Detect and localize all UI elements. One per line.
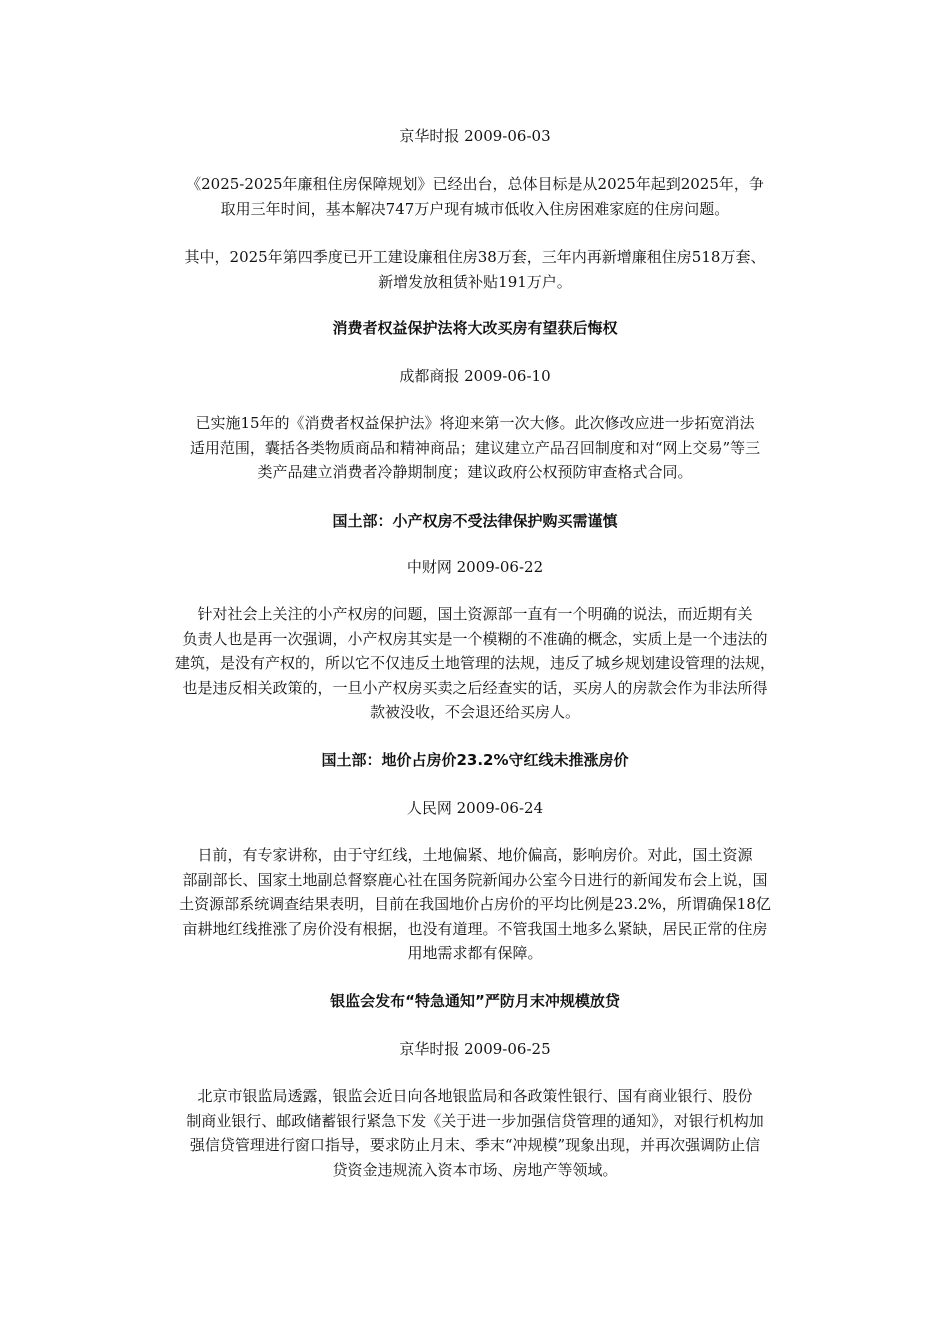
article-source: 人民网 2009-06-24 [406, 799, 544, 817]
paragraph-line: 已实施15年的《消费者权益保护法》将迎来第一次大修。此次修改应进一步拓宽消法 [195, 414, 755, 432]
paragraph-line: 新增发放租赁补贴191万户。 [378, 272, 572, 291]
paragraph-line: 强信贷管理进行窗口指导，要求防止月末、季末“冲规模”现象出现，并再次强调防止信 [189, 1136, 761, 1154]
paragraph-line: 类产品建立消费者冷静期制度；建议政府公权预防审查格式合同。 [257, 463, 693, 481]
article-paragraph [0, 843, 950, 966]
paragraph-line: 北京市银监局透露，银监会近日向各地银监局和各政策性银行、国有商业银行、股份 [197, 1087, 753, 1105]
article-paragraph [0, 172, 950, 221]
paragraph-line: 其中，2025年第四季度已开工建设廉租住房38万套，三年内再新增廉租住房518万套、 [184, 248, 766, 266]
paragraph-line: 亩耕地红线推涨了房价没有根据，也没有道理。不管我国土地多么紧缺，居民正常的住房 [182, 919, 768, 938]
article-source: 京华时报 2009-06-03 [399, 127, 551, 145]
paragraph-line: 适用范围，囊括各类物质商品和精神商品；建议建立产品召回制度和对“网上交易”等三 [189, 438, 761, 457]
article-paragraph [0, 1084, 950, 1182]
paragraph-line: 日前，有专家讲称，由于守红线，土地偏紧、地价偏高，影响房价。对此，国土资源 [197, 846, 753, 864]
article-headline: 消费者权益保护法将大改买房有望获后悔权 [332, 319, 618, 337]
paragraph-line: 贷资金违规流入资本市场、房地产等领域。 [332, 1160, 618, 1179]
paragraph-line: 取用三年时间，基本解决747万户现有城市低收入住房困难家庭的住房问题。 [220, 199, 730, 218]
article-paragraph [0, 411, 950, 485]
article-headline: 国土部：地价占房价23.2%守红线未推涨房价 [321, 751, 629, 769]
article-source: 京华时报 2009-06-25 [399, 1040, 551, 1058]
paragraph-line: 《2025-2025年廉租住房保障规划》已经出台，总体目标是从2025年起到2025年，争 [186, 175, 764, 193]
article-paragraph [0, 602, 950, 725]
paragraph-line: 针对社会上关注的小产权房的问题，国土资源部一直有一个明确的说法，而近期有关 [197, 605, 753, 623]
article-headline: 国土部：小产权房不受法律保护购买需谨慎 [332, 512, 618, 530]
article-paragraph [0, 245, 950, 294]
paragraph-line: 负责人也是再一次强调，小产权房其实是一个模糊的不准确的概念，实质上是一个违法的 [182, 629, 768, 648]
paragraph-line: 款被没收，不会退还给买房人。 [369, 703, 580, 721]
paragraph-line: 土资源部系统调查结果表明，目前在我国地价占房价的平均比例是23.2%，所谓确保18亿 [179, 895, 771, 913]
paragraph-line: 制商业银行、邮政储蓄银行紧急下发《关于进一步加强信贷管理的通知》，对银行机构加 [186, 1111, 764, 1130]
paragraph-line: 也是违反相关政策的，一旦小产权房买卖之后经查实的话，买房人的房款会作为非法所得 [182, 678, 768, 697]
article-source: 成都商报 2009-06-10 [399, 367, 551, 385]
article-source: 中财网 2009-06-22 [406, 558, 544, 576]
paragraph-line: 建筑，是没有产权的，所以它不仅违反土地管理的法规，违反了城乡规划建设管理的法规， [174, 654, 775, 672]
paragraph-line: 部副部长、国家土地副总督察鹿心社在国务院新闻办公室今日进行的新闻发布会上说，国 [182, 870, 768, 889]
paragraph-line: 用地需求都有保障。 [407, 944, 543, 962]
article-headline: 银监会发布“特急通知”严防月末冲规模放贷 [330, 992, 620, 1010]
